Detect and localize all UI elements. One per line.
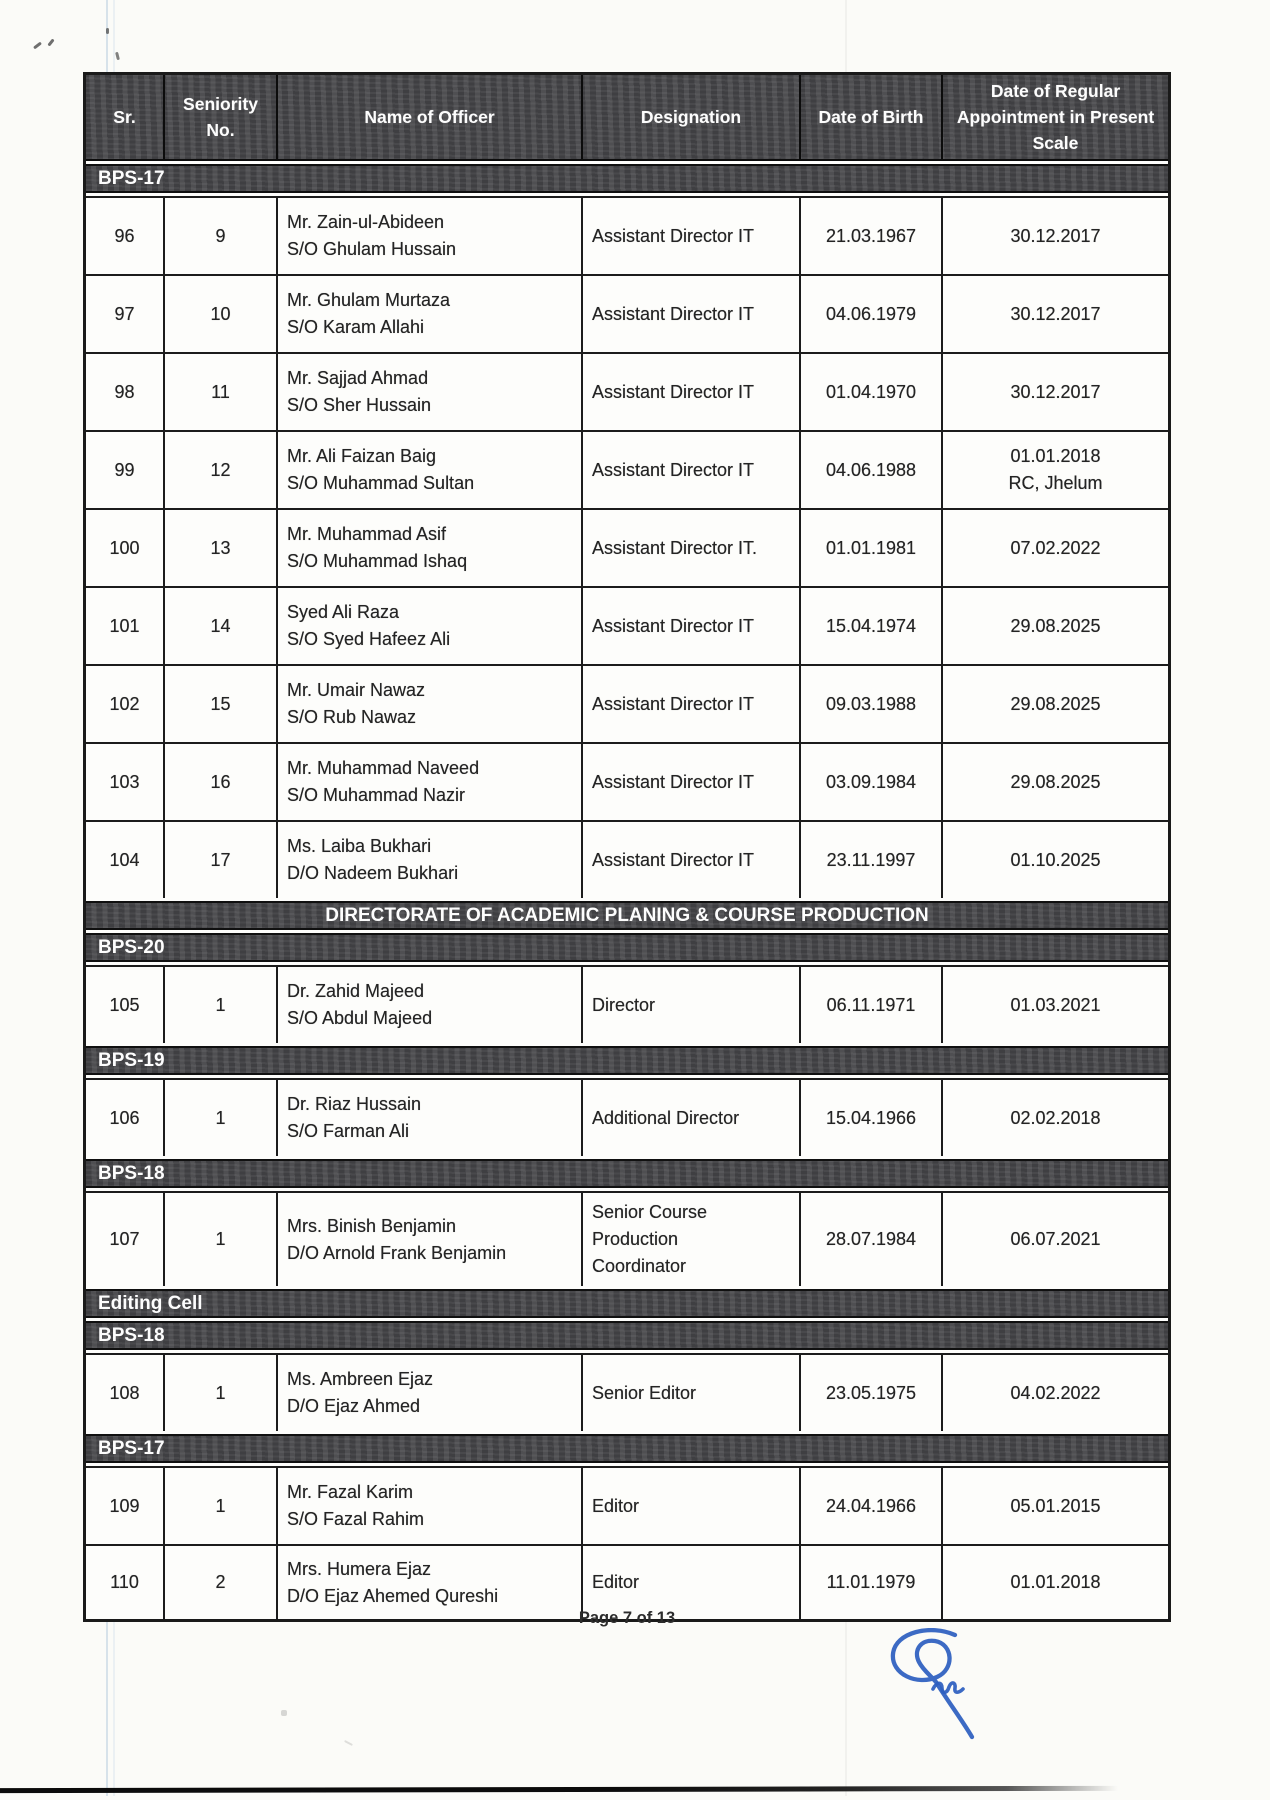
cell-value: 9 bbox=[215, 225, 226, 246]
ink-speck bbox=[115, 52, 120, 60]
cell-line: D/O Nadeem Bukhari bbox=[287, 863, 459, 883]
cell-line: Mr. Muhammad Asif bbox=[287, 524, 447, 544]
cell-value: 10 bbox=[210, 303, 231, 324]
cell-appointment bbox=[943, 432, 1168, 508]
cell-line: Dr. Riaz Hussain bbox=[287, 1094, 422, 1114]
cell-seniority bbox=[165, 1193, 278, 1286]
cell-line: S/O Muhammad Ishaq bbox=[287, 551, 468, 571]
cell-line: Assistant Director IT. bbox=[592, 537, 758, 558]
cell-dob bbox=[801, 1193, 943, 1286]
cell-value: 106 bbox=[109, 1107, 140, 1128]
cell-seniority bbox=[165, 198, 278, 274]
cell-value: 107 bbox=[109, 1229, 140, 1249]
cell-value: 03.09.1984 bbox=[825, 771, 917, 792]
cell-dob bbox=[801, 276, 943, 352]
cell-line: Assistant Director IT bbox=[592, 225, 755, 246]
cell-line: 04.02.2022 bbox=[1010, 1382, 1101, 1403]
table-row bbox=[86, 1191, 1168, 1286]
cell-line: 05.01.2015 bbox=[1010, 1495, 1101, 1516]
cell-sr bbox=[86, 822, 165, 898]
cell-line: 29.08.2025 bbox=[1010, 771, 1101, 792]
cell-line: 02.02.2018 bbox=[1010, 1107, 1101, 1128]
table-header-row bbox=[86, 75, 1168, 161]
cell-dob bbox=[801, 198, 943, 274]
cell-dob bbox=[801, 432, 943, 508]
cell-designation bbox=[583, 967, 801, 1043]
cell-line: 01.01.2018 bbox=[1010, 446, 1101, 466]
cell-line: Ms. Ambreen Ejaz bbox=[287, 1369, 434, 1389]
cell-sr bbox=[86, 276, 165, 352]
cell-value: 1 bbox=[215, 1229, 226, 1249]
cell-name bbox=[278, 588, 583, 664]
cell-line: Mr. Ali Faizan Baig bbox=[287, 446, 437, 466]
section-bar: DIRECTORATE OF ACADEMIC PLANING & COURSE PRODUCTION bbox=[86, 901, 1168, 930]
table-row bbox=[86, 430, 1168, 508]
cell-value: 01.04.1970 bbox=[825, 381, 917, 402]
section-bar: BPS-19 bbox=[86, 1046, 1168, 1075]
cell-dob bbox=[801, 744, 943, 820]
cell-line: Assistant Director IT bbox=[592, 615, 755, 636]
column-header: Date of Regular Appointment in Present Scale bbox=[956, 81, 1155, 153]
seniority-table bbox=[83, 72, 1171, 1622]
ink-speck bbox=[106, 28, 109, 34]
cell-line: 01.03.2021 bbox=[1010, 994, 1101, 1015]
cell-dob bbox=[801, 510, 943, 586]
column-header: Designation bbox=[583, 75, 801, 159]
cell-value: 103 bbox=[109, 771, 140, 792]
cell-value: 96 bbox=[114, 225, 135, 246]
cell-value: 11.01.1979 bbox=[826, 1572, 916, 1592]
cell-line: 30.12.2017 bbox=[1010, 303, 1101, 324]
table-row bbox=[86, 820, 1168, 898]
cell-appointment bbox=[943, 276, 1168, 352]
cell-designation bbox=[583, 276, 801, 352]
cell-line: Mr. Sajjad Ahmad bbox=[287, 368, 429, 388]
cell-line: Mr. Muhammad Naveed bbox=[287, 758, 480, 778]
cell-sr bbox=[86, 510, 165, 586]
cell-name bbox=[278, 666, 583, 742]
cell-sr bbox=[86, 1080, 165, 1156]
cell-line: S/O Muhammad Sultan bbox=[287, 473, 475, 493]
cell-value: 101 bbox=[109, 615, 140, 636]
cell-line: D/O Ejaz Ahemed Qureshi bbox=[287, 1585, 499, 1606]
cell-name bbox=[278, 1193, 583, 1286]
cell-line: Director bbox=[592, 994, 656, 1015]
cell-value: 13 bbox=[210, 537, 231, 558]
cell-seniority bbox=[165, 354, 278, 430]
cell-designation bbox=[583, 822, 801, 898]
cell-designation bbox=[583, 1355, 801, 1431]
cell-designation bbox=[583, 1193, 801, 1286]
cell-line: S/O Muhammad Nazir bbox=[287, 785, 466, 805]
cell-name bbox=[278, 967, 583, 1043]
cell-line: 01.10.2025 bbox=[1010, 849, 1101, 870]
cell-value: 15.04.1974 bbox=[825, 615, 917, 636]
cell-designation bbox=[583, 354, 801, 430]
table-row bbox=[86, 196, 1168, 274]
cell-value: 97 bbox=[114, 303, 135, 324]
table-row bbox=[86, 508, 1168, 586]
cell-appointment bbox=[943, 1193, 1168, 1286]
cell-seniority bbox=[165, 666, 278, 742]
cell-line: S/O Farman Ali bbox=[287, 1121, 410, 1141]
cell-line: Assistant Director IT bbox=[592, 771, 755, 792]
cell-line: S/O Rub Nawaz bbox=[287, 707, 417, 727]
cell-line: Dr. Zahid Majeed bbox=[287, 981, 425, 1001]
cell-designation bbox=[583, 744, 801, 820]
cell-line: Additional Director bbox=[592, 1107, 740, 1128]
cell-value: 04.06.1979 bbox=[825, 303, 917, 324]
cell-line: Editor bbox=[592, 1572, 640, 1592]
table-row bbox=[86, 1466, 1168, 1544]
cell-appointment bbox=[943, 822, 1168, 898]
cell-sr bbox=[86, 744, 165, 820]
table-row bbox=[86, 1353, 1168, 1431]
cell-line: Mr. Fazal Karim bbox=[287, 1482, 414, 1502]
cell-seniority bbox=[165, 1080, 278, 1156]
cell-dob bbox=[801, 666, 943, 742]
cell-line: Mr. Ghulam Murtaza bbox=[287, 290, 451, 310]
cell-line: Assistant Director IT bbox=[592, 459, 755, 480]
cell-value: 24.04.1966 bbox=[825, 1495, 917, 1516]
cell-line: 30.12.2017 bbox=[1010, 225, 1101, 246]
cell-line: Senior Editor bbox=[592, 1382, 697, 1403]
cell-value: 105 bbox=[109, 994, 140, 1015]
cell-value: 102 bbox=[109, 693, 140, 714]
cell-line: Mr. Zain-ul-Abideen bbox=[287, 212, 445, 232]
cell-value: 1 bbox=[215, 1107, 226, 1128]
cell-line: 30.12.2017 bbox=[1010, 381, 1101, 402]
cell-line: Assistant Director IT bbox=[592, 693, 755, 714]
table-row bbox=[86, 586, 1168, 664]
cell-seniority bbox=[165, 432, 278, 508]
cell-dob bbox=[801, 967, 943, 1043]
cell-line: 01.01.2018 bbox=[1010, 1572, 1101, 1592]
cell-sr bbox=[86, 198, 165, 274]
cell-appointment bbox=[943, 1468, 1168, 1544]
cell-sr bbox=[86, 1355, 165, 1431]
cell-line: S/O Abdul Majeed bbox=[287, 1008, 433, 1028]
cell-value: 28.07.1984 bbox=[825, 1229, 917, 1249]
section-bar: Editing Cell bbox=[86, 1289, 1168, 1318]
cell-line: D/O Ejaz Ahmed bbox=[287, 1396, 421, 1416]
cell-value: 06.11.1971 bbox=[826, 994, 916, 1015]
cell-name bbox=[278, 744, 583, 820]
cell-name bbox=[278, 510, 583, 586]
cell-value: 01.01.1981 bbox=[825, 537, 917, 558]
cell-name bbox=[278, 1468, 583, 1544]
cell-appointment bbox=[943, 967, 1168, 1043]
cell-value: 15.04.1966 bbox=[825, 1107, 917, 1128]
cell-value: 04.06.1988 bbox=[825, 459, 917, 480]
cell-line: 07.02.2022 bbox=[1010, 537, 1101, 558]
cell-line: Assistant Director IT bbox=[592, 303, 755, 324]
cell-seniority bbox=[165, 1468, 278, 1544]
cell-name bbox=[278, 1355, 583, 1431]
cell-line: Assistant Director IT bbox=[592, 381, 755, 402]
section-bar: BPS-18 bbox=[86, 1321, 1168, 1350]
cell-designation bbox=[583, 198, 801, 274]
cell-name bbox=[278, 276, 583, 352]
column-header: Seniority No. bbox=[165, 75, 278, 159]
cell-seniority bbox=[165, 588, 278, 664]
document-sheet bbox=[83, 72, 1171, 1641]
cell-line: 29.08.2025 bbox=[1010, 693, 1101, 714]
cell-value: 1 bbox=[215, 1382, 226, 1403]
cell-line: Ms. Laiba Bukhari bbox=[287, 836, 432, 856]
cell-value: 109 bbox=[109, 1495, 140, 1516]
cell-sr bbox=[86, 354, 165, 430]
cell-line: S/O Syed Hafeez Ali bbox=[287, 629, 451, 649]
cell-seniority bbox=[165, 967, 278, 1043]
cell-designation bbox=[583, 666, 801, 742]
cell-line: D/O Arnold Frank Benjamin bbox=[287, 1242, 507, 1263]
cell-line: Syed Ali Raza bbox=[287, 602, 400, 622]
cell-line: S/O Ghulam Hussain bbox=[287, 239, 457, 259]
cell-appointment bbox=[943, 198, 1168, 274]
cell-designation bbox=[583, 1080, 801, 1156]
page-number: Page 7 of 13 bbox=[578, 1609, 676, 1627]
cell-line: Senior Course bbox=[592, 1202, 708, 1222]
cell-line: 06.07.2021 bbox=[1010, 1229, 1101, 1249]
cell-value: 100 bbox=[109, 537, 140, 558]
cell-line: Mrs. Binish Benjamin bbox=[287, 1215, 457, 1236]
cell-dob bbox=[801, 588, 943, 664]
cell-dob bbox=[801, 1355, 943, 1431]
column-header: Date of Birth bbox=[801, 75, 943, 159]
cell-value: 21.03.1967 bbox=[825, 225, 917, 246]
cell-dob bbox=[801, 1468, 943, 1544]
cell-value: 98 bbox=[114, 381, 135, 402]
cell-value: 16 bbox=[210, 771, 231, 792]
cell-line: Assistant Director IT bbox=[592, 849, 755, 870]
table-row bbox=[86, 352, 1168, 430]
signature-ink bbox=[883, 1628, 1001, 1743]
cell-seniority bbox=[165, 822, 278, 898]
column-header: Name of Officer bbox=[278, 75, 583, 159]
cell-line: S/O Sher Hussain bbox=[287, 395, 432, 415]
cell-value: 11 bbox=[211, 381, 230, 402]
column-header: Sr. bbox=[86, 75, 165, 159]
cell-dob bbox=[801, 822, 943, 898]
cell-line: Mr. Umair Nawaz bbox=[287, 680, 426, 700]
cell-name bbox=[278, 198, 583, 274]
cell-value: 23.05.1975 bbox=[825, 1382, 917, 1403]
ink-speck bbox=[281, 1710, 287, 1716]
cell-name bbox=[278, 432, 583, 508]
ink-speck bbox=[47, 38, 54, 46]
ink-speck bbox=[33, 42, 42, 50]
cell-appointment bbox=[943, 510, 1168, 586]
cell-value: 1 bbox=[215, 994, 226, 1015]
cell-designation bbox=[583, 510, 801, 586]
cell-value: 2 bbox=[215, 1572, 226, 1592]
cell-sr bbox=[86, 967, 165, 1043]
cell-line: S/O Karam Allahi bbox=[287, 317, 425, 337]
cell-line: Editor bbox=[592, 1495, 640, 1516]
cell-sr bbox=[86, 666, 165, 742]
ink-speck bbox=[344, 1740, 353, 1746]
cell-line: RC, Jhelum bbox=[1008, 473, 1103, 493]
cell-value: 15 bbox=[210, 693, 231, 714]
cell-designation bbox=[583, 588, 801, 664]
table-row bbox=[86, 742, 1168, 820]
cell-sr bbox=[86, 588, 165, 664]
section-bar: BPS-17 bbox=[86, 1434, 1168, 1463]
cell-value: 108 bbox=[109, 1382, 140, 1403]
officer-table-body bbox=[86, 164, 1168, 1622]
cell-appointment bbox=[943, 588, 1168, 664]
cell-sr bbox=[86, 1468, 165, 1544]
cell-designation bbox=[583, 432, 801, 508]
cell-seniority bbox=[165, 510, 278, 586]
table-row bbox=[86, 664, 1168, 742]
cell-name bbox=[278, 1080, 583, 1156]
cell-seniority bbox=[165, 744, 278, 820]
cell-value: 104 bbox=[109, 849, 140, 870]
cell-value: 110 bbox=[110, 1572, 139, 1592]
cell-sr bbox=[86, 432, 165, 508]
scan-edge-line bbox=[0, 1786, 1118, 1793]
cell-appointment bbox=[943, 744, 1168, 820]
section-bar: BPS-17 bbox=[86, 164, 1168, 193]
cell-value: 12 bbox=[210, 459, 231, 480]
table-row bbox=[86, 965, 1168, 1043]
cell-appointment bbox=[943, 1080, 1168, 1156]
cell-name bbox=[278, 822, 583, 898]
table-row bbox=[86, 274, 1168, 352]
cell-designation bbox=[583, 1468, 801, 1544]
table-row bbox=[86, 1078, 1168, 1156]
cell-seniority bbox=[165, 1355, 278, 1431]
cell-appointment bbox=[943, 354, 1168, 430]
cell-appointment bbox=[943, 1355, 1168, 1431]
cell-line: Production bbox=[592, 1229, 679, 1249]
cell-dob bbox=[801, 354, 943, 430]
cell-name bbox=[278, 354, 583, 430]
cell-value: 99 bbox=[114, 459, 135, 480]
cell-line: S/O Fazal Rahim bbox=[287, 1509, 425, 1529]
cell-value: 09.03.1988 bbox=[825, 693, 917, 714]
cell-line: Mrs. Humera Ejaz bbox=[287, 1558, 432, 1579]
cell-appointment bbox=[943, 666, 1168, 742]
cell-dob bbox=[801, 1080, 943, 1156]
cell-value: 17 bbox=[210, 849, 231, 870]
cell-line: 29.08.2025 bbox=[1010, 615, 1101, 636]
section-bar: BPS-18 bbox=[86, 1159, 1168, 1188]
cell-seniority bbox=[165, 276, 278, 352]
cell-line: Coordinator bbox=[592, 1256, 687, 1276]
cell-value: 23.11.1997 bbox=[826, 849, 916, 870]
cell-value: 14 bbox=[210, 615, 231, 636]
cell-value: 1 bbox=[215, 1495, 226, 1516]
cell-sr bbox=[86, 1193, 165, 1286]
section-bar: BPS-20 bbox=[86, 933, 1168, 962]
